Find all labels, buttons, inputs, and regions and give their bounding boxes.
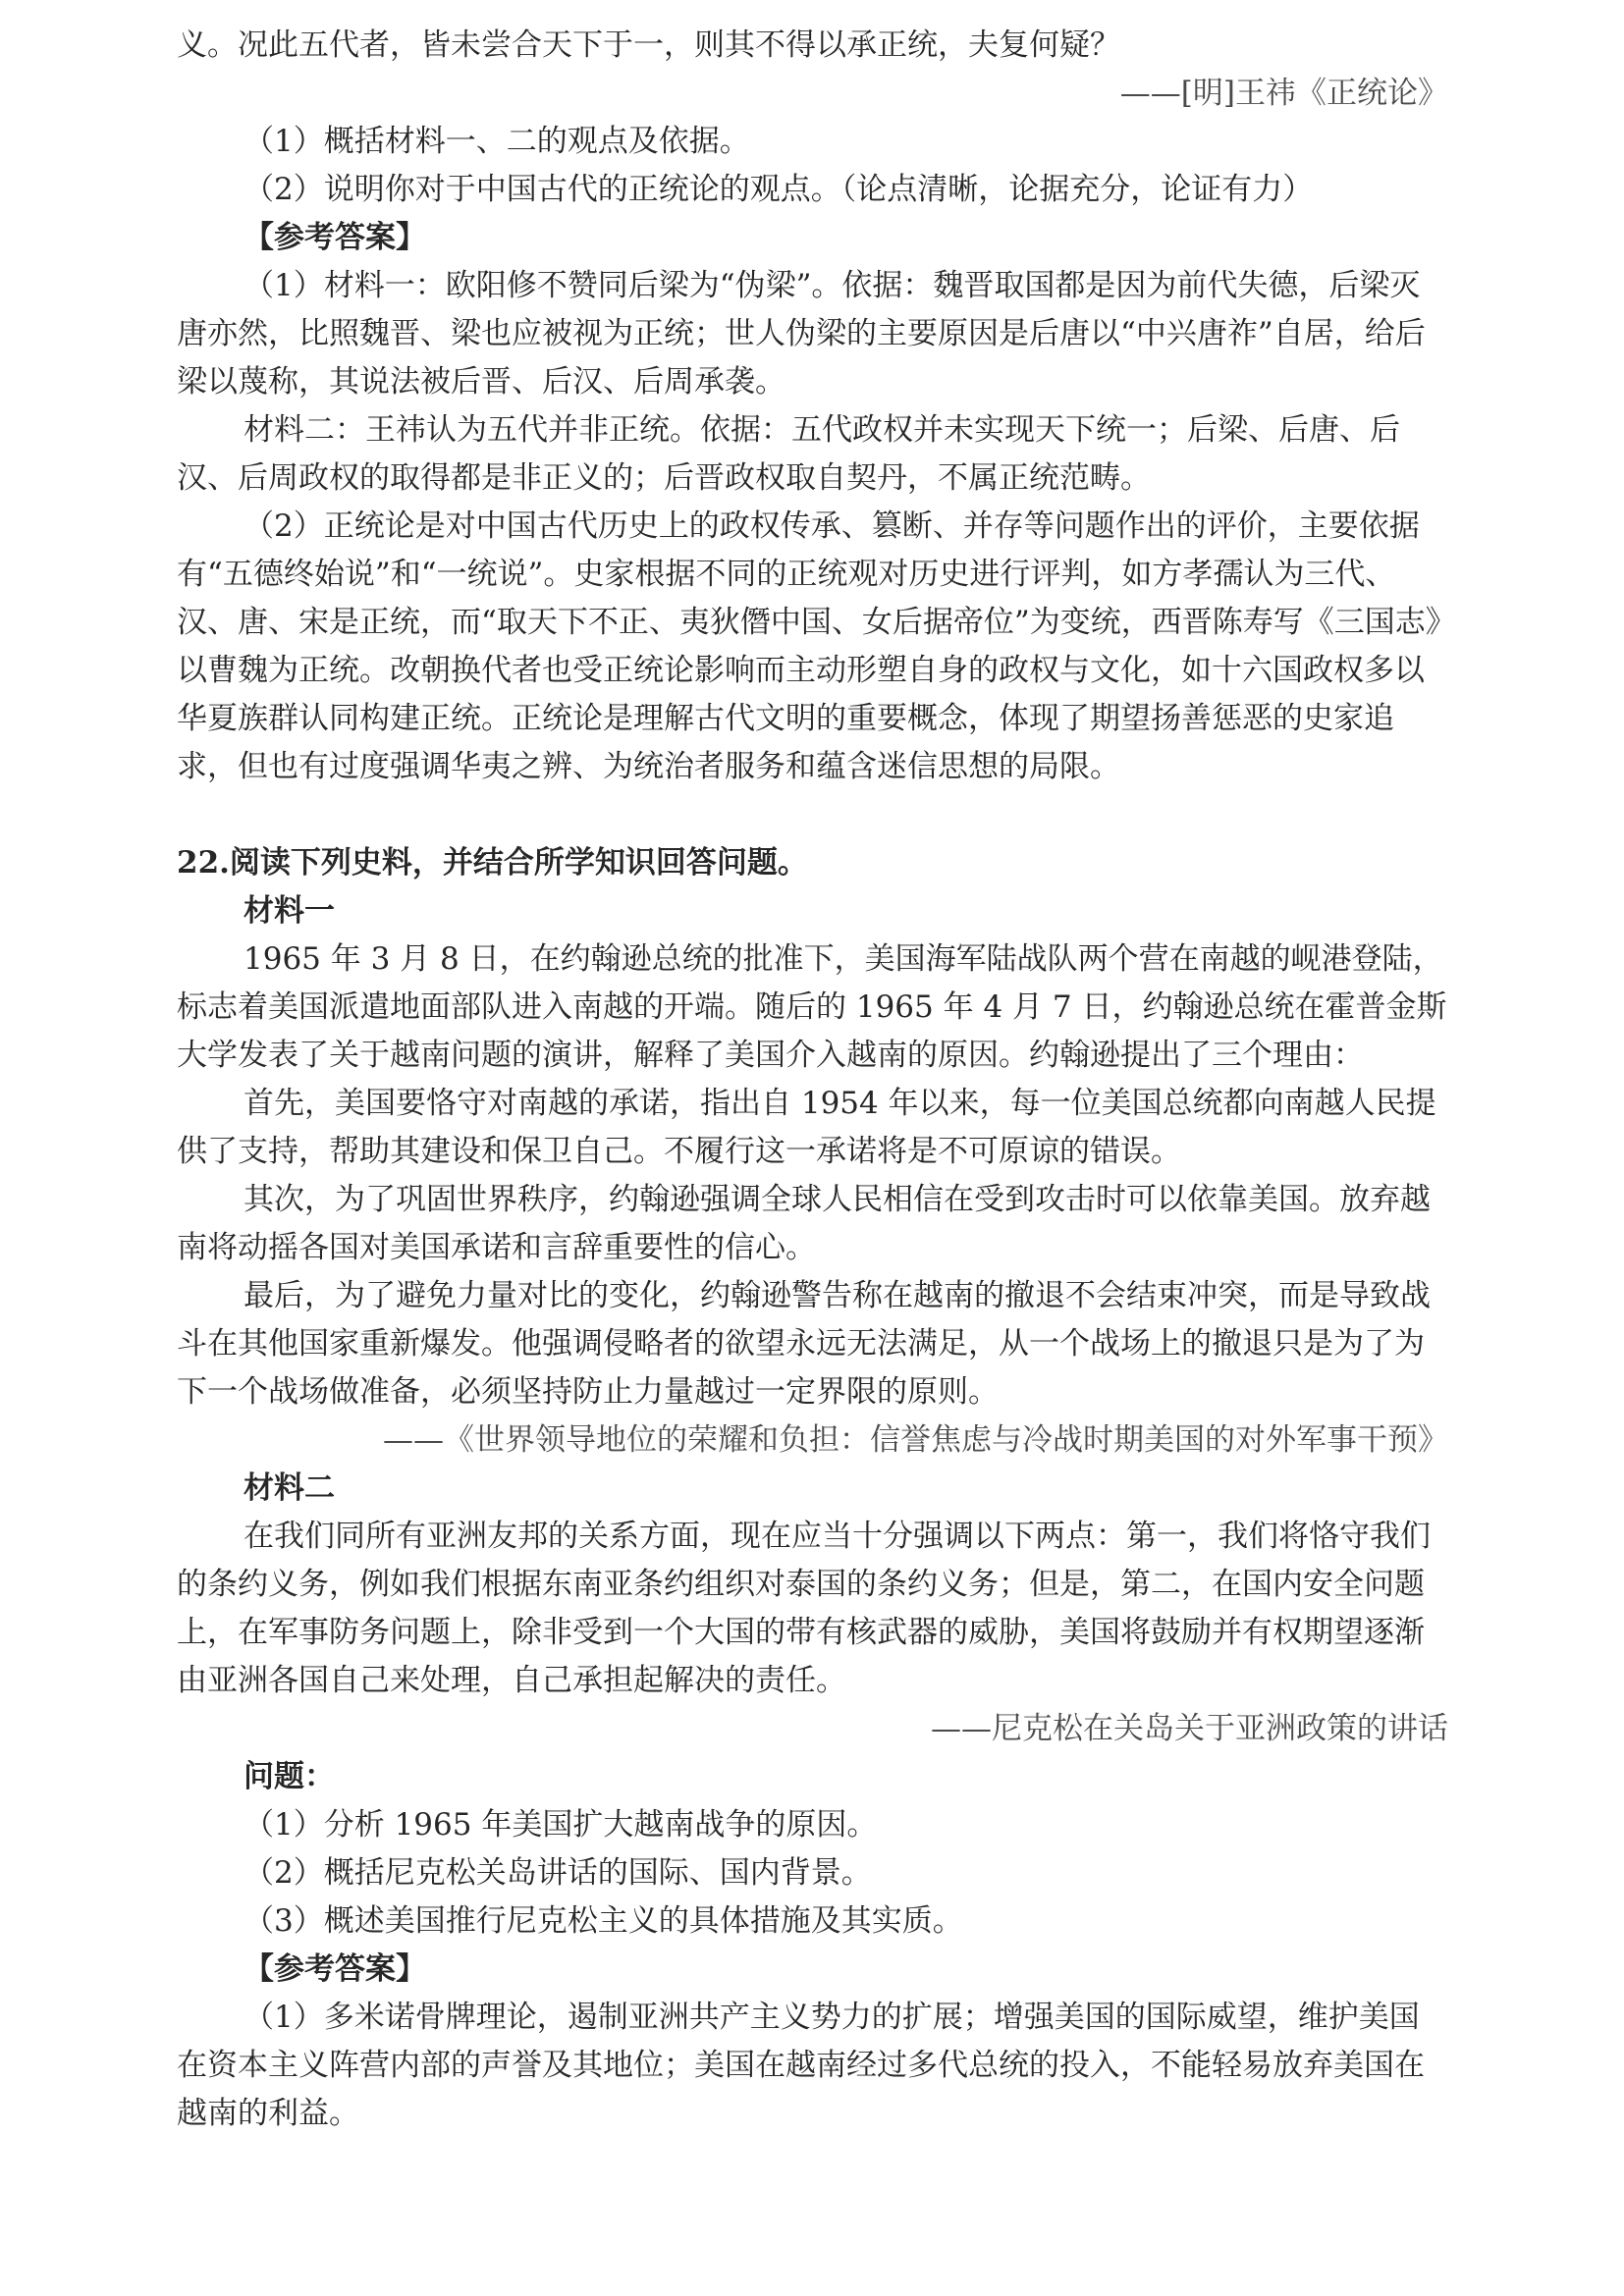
sec22-question-2: （2）概括尼克松关岛讲话的国际、国内背景。 — [244, 1855, 872, 1891]
sec22-material-1-para-4: 最后，为了避免力量对比的变化，约翰逊警告称在越南的撤退不会结束冲突，而是导致战斗在其他国家重新爆发。他强调侵略者的欲望永远无法满足，从一个战场上的撤退只是为了为下一个战场做准备，必须坚持防止力量越过一定界限的原则。 — [177, 1278, 1431, 1410]
sec22-material-1-heading: 材料一 — [244, 893, 335, 929]
sec22-answer-heading: 【参考答案】 — [244, 1951, 426, 1987]
sec22-material-1-para-2: 首先，美国要恪守对南越的承诺，指出自 1954 年以来，每一位美国总统都向南越人民提供了支持，帮助其建设和保卫自己。不履行这一承诺将是不可原谅的错误。 — [177, 1086, 1436, 1169]
sec21-answer-2: 材料二：王祎认为五代并非正统。依据：五代政权并未实现天下统一；后梁、后唐、后汉、后周政权的取得都是非正义的；后晋政权取自契丹，不属正统范畴。 — [177, 412, 1400, 496]
sec21-source: ——[明]王祎《正统论》 — [1119, 76, 1448, 111]
sec22-material-2-heading: 材料二 — [244, 1470, 335, 1506]
page-content — [177, 22, 1448, 2138]
sec22-material-1-para-3: 其次，为了巩固世界秩序，约翰逊强调全球人民相信在受到攻击时可以依靠美国。放弃越南将动摇各国对美国承诺和言辞重要性的信心。 — [177, 1182, 1431, 1265]
sec21-answer-heading: 【参考答案】 — [244, 220, 426, 255]
sec21-question-2: （2）说明你对于中国古代的正统论的观点。（论点清晰，论据充分，论证有力） — [244, 172, 1314, 207]
sec22-material-2-source: ——尼克松在关岛关于亚洲政策的讲话 — [931, 1711, 1448, 1746]
sec22-questions-heading: 问题： — [244, 1759, 335, 1794]
section-spacer — [177, 791, 1448, 839]
sec21-answer-3: （2）正统论是对中国古代历史上的政权传承、篡断、并存等问题作出的评价，主要依据有“五德终始说”和“一统说”。史家根据不同的正统观对历史进行评判，如方孝孺认为三代、汉、唐、宋是正统，而“取天下不正、夷狄僭中国、女后据帝位”为变统，西晋陈寿写《三国志》以曹魏为正统。改朝换代者也受正统论影响而主动形塑自身的政权与文化，如十六国政权多以华夏族群认同构建正统。正统论是理解古代文明的重要概念，体现了期望扬善惩恶的史家追求，但也有过度强调华夷之辨、为统治者服务和蕴含迷信思想的局限。 — [177, 508, 1441, 784]
sec22-question-1: （1）分析 1965 年美国扩大越南战争的原因。 — [244, 1807, 878, 1842]
sec22-material-1-para-1: 1965 年 3 月 8 日，在约翰逊总统的批准下，美国海军陆战队两个营在南越的岘港登陆，标志着美国派遣地面部队进入南越的开端。随后的 1965 年 4 月 7 日，约翰逊总统在霍普金斯大学发表了关于越南问题的演讲，解释了美国介入越南的原因。约翰逊提出了三个理由： — [177, 941, 1447, 1073]
sec22-title: 22.阅读下列史料，并结合所学知识回答问题。 — [177, 845, 808, 881]
sec21-text-tail: 义。况此五代者，皆未尝合天下于一，则其不得以承正统，夫复何疑？ — [177, 27, 1120, 63]
sec22-question-3: （3）概述美国推行尼克松主义的具体措施及其实质。 — [244, 1903, 963, 1939]
sec22-answer-1: （1）多米诺骨牌理论，遏制亚洲共产主义势力的扩展；增强美国的国际威望，维护美国在资本主义阵营内部的声誉及其地位；美国在越南经过多代总统的投入，不能轻易放弃美国在越南的利益。 — [177, 2000, 1425, 2131]
sec22-material-1-source: ——《世界领导地位的荣耀和负担：信誉焦虑与冷战时期美国的对外军事干预》 — [383, 1422, 1448, 1458]
sec21-answer-1: （1）材料一：欧阳修不赞同后梁为“伪梁”。依据：魏晋取国都是因为前代失德，后梁灭唐亦然，比照魏晋、梁也应被视为正统；世人伪梁的主要原因是后唐以“中兴唐祚”自居，给后梁以蔑称，其说法被后晋、后汉、后周承袭。 — [177, 268, 1426, 400]
sec21-question-1: （1）概括材料一、二的观点及依据。 — [244, 124, 750, 159]
sec22-material-2-para-1: 在我们同所有亚洲友邦的关系方面，现在应当十分强调以下两点：第一，我们将恪守我们的条约义务，例如我们根据东南亚条约组织对泰国的条约义务；但是，第二，在国内安全问题上，在军事防务问题上，除非受到一个大国的带有核武器的威胁，美国将鼓励并有权期望逐渐由亚洲各国自己来处理，自己承担起解决的责任。 — [177, 1519, 1431, 1698]
